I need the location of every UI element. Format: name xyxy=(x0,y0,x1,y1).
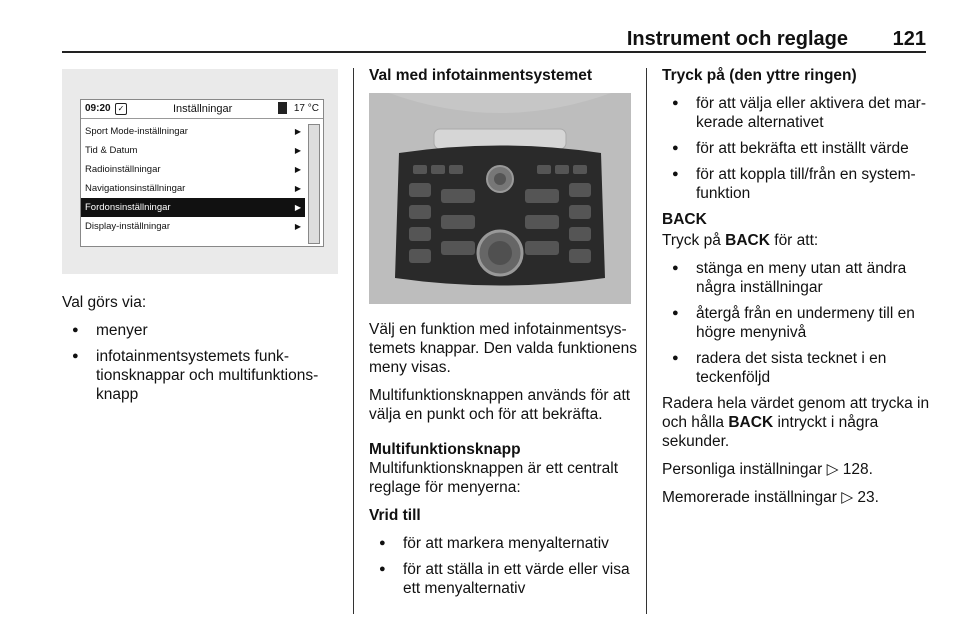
back-key: BACK xyxy=(728,414,774,431)
section-heading: Val med infotainmentsystemet xyxy=(369,67,593,84)
vrid-label: Vrid till xyxy=(369,507,421,524)
settings-menu-list xyxy=(81,122,305,236)
page-ref-icon: ▷ xyxy=(826,461,839,478)
col2-paragraph-2: Multifunktionsknappen används för att välja en punkt och för att bekräfta. xyxy=(369,387,631,423)
col2-paragraph-1: Välj en funktion med infotainmentsystemets knappar. Den valda funktionens meny visas. xyxy=(369,321,637,376)
column-divider-2 xyxy=(646,68,647,614)
chevron-right-icon: ▶ xyxy=(294,127,301,136)
sub-heading: Multifunktionsknapp xyxy=(369,441,521,458)
settings-menu-item-label: Fordonsinställningar xyxy=(85,202,171,213)
settings-screen-figure xyxy=(62,69,338,274)
column-divider-1 xyxy=(353,68,354,614)
screen-status-bar xyxy=(81,100,323,119)
page-title: Instrument och reglage xyxy=(626,28,848,50)
screen-time: 09:20 xyxy=(85,103,111,114)
list-item: ● för att koppla till/från en systemfunktion xyxy=(662,165,932,203)
header-rule xyxy=(62,51,926,53)
thermometer-icon xyxy=(278,102,287,114)
list-item: ● återgå från en undermeny till en högre menynivå xyxy=(662,304,932,342)
chevron-right-icon: ▶ xyxy=(294,165,301,174)
back-intro-text-end: för att: xyxy=(769,232,819,249)
list-item: ● infotainmentsystemets funktionsknappar och multifunktionsknapp xyxy=(62,347,342,404)
settings-menu-item-label: Radioinställningar xyxy=(85,164,161,175)
chevron-right-icon: ▶ xyxy=(294,203,301,212)
screen-temperature: 17 °C xyxy=(293,103,319,114)
infotainment-photo xyxy=(369,93,631,304)
col2-paragraph-3: Multifunktionsknappen är ett centralt reglage för menyerna: xyxy=(369,460,618,496)
tryck-bullets xyxy=(662,94,932,203)
column-2-heading xyxy=(369,66,637,94)
list-item: ● för att bekräfta ett inställt värde xyxy=(662,139,932,158)
vrid-bullets xyxy=(369,534,637,598)
ref-page: 128. xyxy=(838,461,873,478)
ref-text: Memorerade inställningar xyxy=(662,489,837,506)
col1-intro: Val görs via: xyxy=(62,294,147,311)
settings-menu-item[interactable] xyxy=(81,198,305,217)
back-intro xyxy=(662,231,932,250)
settings-menu-item-label: Navigationsinställningar xyxy=(85,183,186,194)
chevron-right-icon: ▶ xyxy=(294,184,301,193)
list-item: ● för att markera menyalternativ xyxy=(369,534,637,553)
settings-menu-item[interactable] xyxy=(81,217,305,236)
page-header xyxy=(62,24,926,52)
ref-text: Personliga inställningar xyxy=(662,461,823,478)
back-heading: BACK xyxy=(662,211,707,228)
page-ref-icon: ▷ xyxy=(841,489,854,506)
settings-screen xyxy=(80,99,324,247)
settings-menu-item-label: Tid & Datum xyxy=(85,145,138,156)
back-key: BACK xyxy=(725,232,770,249)
settings-menu-item-label: Display-inställningar xyxy=(85,221,171,232)
settings-menu-item[interactable] xyxy=(81,122,305,141)
settings-menu-item[interactable] xyxy=(81,179,305,198)
list-item: ● för att välja eller aktivera det markerade alternativet xyxy=(662,94,932,132)
tryck-heading: Tryck på (den yttre ringen) xyxy=(662,67,857,84)
back-bullets xyxy=(662,259,932,387)
ref-page: 23. xyxy=(853,489,879,506)
screen-title: Inställningar xyxy=(173,103,233,115)
list-item: ● menyer xyxy=(62,321,342,340)
page-number: 121 xyxy=(892,28,926,50)
list-item: ● stänga en meny utan att ändra några inställningar xyxy=(662,259,932,297)
chevron-right-icon: ▶ xyxy=(294,146,301,155)
radera-text: Radera hela värdet genom att trycka in och hålla xyxy=(662,395,930,431)
settings-menu-item[interactable] xyxy=(81,160,305,179)
radera-paragraph xyxy=(662,394,932,451)
radera-text-end: intryckt i några sekunder. xyxy=(662,414,879,450)
column-1-text xyxy=(62,293,342,411)
list-item: ● radera det sista tecknet i en teckenföljd xyxy=(662,349,932,387)
chevron-right-icon: ▶ xyxy=(294,222,301,231)
reference-memorized xyxy=(662,488,932,507)
column-3-text xyxy=(662,66,932,516)
infotainment-panel-illustration xyxy=(369,93,631,304)
back-intro-text: Tryck på xyxy=(662,232,726,249)
settings-menu-item-label: Sport Mode-inställningar xyxy=(85,126,188,137)
screen-scrollbar xyxy=(308,124,320,244)
settings-menu-item[interactable] xyxy=(81,141,305,160)
reference-personal xyxy=(662,460,932,479)
col1-bullets xyxy=(62,321,342,404)
list-item: ● för att ställa in ett värde eller visa ett menyalternativ xyxy=(369,560,637,598)
column-2-text xyxy=(369,320,637,605)
settings-icon: ✓ xyxy=(115,103,127,115)
